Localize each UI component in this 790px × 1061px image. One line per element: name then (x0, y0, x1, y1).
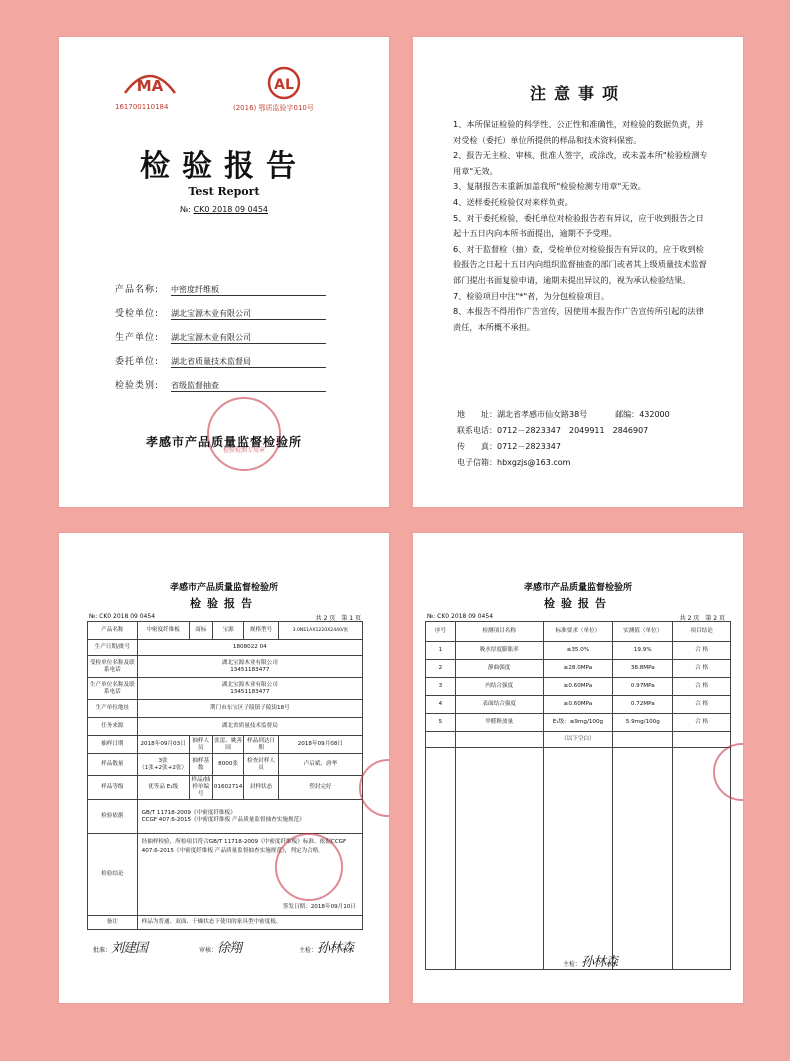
chief-signature-line (563, 951, 617, 970)
basis-line: GB/T 11718-2009《中密度纤维板》 (141, 809, 236, 816)
cell-label: 样品/抽样单编号 (189, 776, 212, 800)
cell-value: 张雷、姚善国 (212, 736, 243, 754)
approver-signature-line (93, 937, 147, 956)
cal-logo-text: AL (274, 77, 294, 93)
cell-value (137, 754, 189, 776)
approver-signature: 刘建国 (111, 941, 148, 956)
cell: 19.9% (613, 642, 673, 660)
notice-title: 注意事项 (529, 84, 626, 103)
chief-signature: 孙林森 (581, 955, 618, 970)
cell-label: 样品等级 (88, 776, 138, 800)
cell: ≥28.0MPa (543, 660, 613, 678)
cell: 1 (426, 642, 456, 660)
table-row (88, 640, 363, 656)
test-results-table (425, 621, 731, 970)
cell (673, 732, 731, 748)
inspected-phone: 13451183477 (230, 666, 270, 673)
cell-value: 卢启斌、唐华 (278, 754, 362, 776)
chief-label: 主检： (563, 961, 582, 968)
cell: 合 格 (673, 714, 731, 732)
cell-value: 中密度纤维板 (137, 622, 189, 640)
cell-value: 3.0NE1AX1220X2440/张 (278, 622, 362, 640)
table-row (88, 622, 363, 640)
field-inspection-type (115, 378, 326, 392)
cell-label: 产品名称 (88, 622, 138, 640)
contact-fax (457, 441, 561, 452)
cell: 4 (426, 696, 456, 714)
cell-label: 抽样日期 (88, 736, 138, 754)
table-row (88, 700, 363, 718)
chief-signature-line (299, 937, 353, 956)
field-value: 湖北省质量技术监督局 (171, 356, 326, 368)
cell-label: 样品到达日期 (244, 736, 278, 754)
cal-code: (2016) 鄂质监验字010号 (233, 104, 314, 112)
report-number-value: CK0 2018 09 0454 (193, 205, 268, 214)
table-row (88, 776, 363, 800)
cell-label: 商标 (189, 622, 212, 640)
cell: ≤35.0% (543, 642, 613, 660)
stamp-text: 检验检测专用章 (222, 447, 265, 454)
institution-name: 孝感市产品质量监督检验所 (523, 583, 632, 593)
table-row (88, 916, 363, 930)
cma-code: 161700110184 (115, 103, 169, 111)
fax-label: 传 真： (457, 442, 497, 451)
cell-value (137, 678, 362, 700)
cell: 内结合强度 (455, 678, 543, 696)
column-header: 标准要求（单位） (543, 622, 613, 642)
cell-value: 2018年09月08日 (278, 736, 362, 754)
cell: 2 (426, 660, 456, 678)
notice-item: 1、本所保证检验的科学性、公正性和准确性，对检验的数据负责，并对受检（委托）单位所提供的样品和技术资料保密。 (453, 119, 704, 145)
notice-item: 6、对于监督检（抽）查，受检单位对检验报告有异议的，应于收到检验报告之日起十五日内向组织监督抽查的部门或者其上级质量技术监督部门提出书面复验申请，逾期未提出异议的，视为承认检验结果。 (453, 243, 707, 285)
table-row (88, 800, 363, 834)
producer-phone: 13451183477 (230, 688, 270, 695)
institution-name: 孝感市产品质量监督检验所 (169, 583, 278, 593)
report-cover-page (59, 37, 389, 507)
chief-signature: 孙林森 (317, 941, 354, 956)
cell: 表面结合强度 (455, 696, 543, 714)
cell-label: 生产日期/批号 (88, 640, 138, 656)
official-stamp (275, 833, 343, 901)
contact-email (457, 457, 570, 468)
table-row (88, 754, 363, 776)
table-row (88, 736, 363, 754)
cell: 吸水厚度膨胀率 (455, 642, 543, 660)
report-detail-page (59, 533, 389, 1003)
test-results-page (413, 533, 743, 1003)
table-row (88, 718, 363, 736)
field-label: 产品名称: (115, 285, 160, 295)
cell-value: 8000张 (212, 754, 243, 776)
email-label: 电子信箱： (457, 458, 497, 467)
cell-value: 01602714 (212, 776, 243, 800)
notice-item: 4、送样委托检验仅对来样负责。 (453, 196, 573, 207)
blank-note: （以下空白） (543, 732, 613, 748)
cell: 静曲强度 (455, 660, 543, 678)
cell-value (137, 656, 362, 678)
cell-value: 2018年09月03日 (137, 736, 189, 754)
cell (613, 748, 673, 970)
table-row (426, 642, 731, 660)
email-value: hbxgzjs@163.com (497, 458, 571, 467)
notice-item: 5、对于委托检验，委托单位对检验报告若有异议，应于收到报告之日起十五日内向本所书面提出，逾期不予受理。 (453, 212, 704, 239)
report-number: №: CK0 2018 09 0454 (427, 613, 494, 620)
cell-label: 检查封样人员 (244, 754, 278, 776)
field-value: 省级监督抽查 (171, 380, 326, 392)
cell-value (137, 800, 362, 834)
cell-label: 检验依据 (88, 800, 138, 834)
cell-label: 生产单位地址 (88, 700, 138, 718)
notice-item: 7、检验项目中注"*"者，为分包检验项目。 (453, 290, 610, 301)
seam-stamp (359, 759, 389, 817)
cell-label: 样品数量 (88, 754, 138, 776)
cell: 合 格 (673, 696, 731, 714)
cell-value: 塑封完好 (278, 776, 362, 800)
cell (426, 748, 456, 970)
cell (426, 732, 456, 748)
fax-value: 0712－2823347 (497, 442, 561, 451)
table-row (426, 660, 731, 678)
contact-phone (457, 425, 648, 436)
table-row (88, 656, 363, 678)
contact-address (457, 409, 670, 420)
reviewer-label: 审核： (199, 947, 218, 954)
cell: ≥0.60MPa (543, 696, 613, 714)
cell-value: 1808022 04 (137, 640, 362, 656)
cal-logo (259, 65, 309, 101)
notice-list (453, 117, 711, 335)
table-row (426, 678, 731, 696)
field-value: 湖北宝源木业有限公司 (171, 332, 326, 344)
cell-label: 检验结论 (88, 834, 138, 916)
cell: 0.72MPa (613, 696, 673, 714)
notice-item: 8、本报告不得用作广告宣传，因使用本报告作广告宣传所引起的法律责任，本所概不承担。 (453, 306, 704, 332)
producer-unit: 湖北宝源木业有限公司 (221, 681, 278, 688)
report-number (59, 205, 389, 214)
table-row (426, 714, 731, 732)
cell-label: 规格型号 (244, 622, 278, 640)
postcode-label: 邮编： (615, 410, 640, 419)
field-value: 中密度纤维板 (171, 284, 326, 296)
phone-label: 联系电话： (457, 426, 497, 435)
cell: 5 (426, 714, 456, 732)
postcode-value: 432000 (639, 410, 670, 419)
approver-label: 批准： (93, 947, 112, 954)
cell (613, 732, 673, 748)
cell-value: 宝源 (212, 622, 243, 640)
cell: ≥0.60MPa (543, 678, 613, 696)
cell: 3 (426, 678, 456, 696)
sign-date: 签发日期：2018年09月10日 (282, 904, 356, 910)
table-row (426, 696, 731, 714)
table-row-blank (426, 748, 731, 970)
address-label: 地 址： (457, 410, 497, 419)
cell-label: 封样状态 (244, 776, 278, 800)
cell: 5.9mg/100g (613, 714, 673, 732)
field-product-name (115, 282, 326, 296)
cell-label: 抽样人员 (189, 736, 212, 754)
field-client (115, 354, 326, 368)
field-label: 检验类别: (115, 381, 160, 391)
reviewer-signature: 徐翔 (217, 941, 242, 956)
page-info: 共 2 页 第 2 页 (679, 615, 725, 622)
cell: 合 格 (673, 642, 731, 660)
report-number-label: №: (179, 205, 191, 214)
field-value: 湖北宝源木业有限公司 (171, 308, 326, 320)
sample-qty-detail: （1张+2张+2张） (139, 764, 188, 771)
report-title: 检验报告 (190, 597, 258, 610)
column-header: 序号 (426, 622, 456, 642)
field-producer (115, 330, 326, 344)
cell-label: 受检单位名称及联系电话 (88, 656, 138, 678)
field-label: 受检单位: (115, 309, 160, 319)
sample-qty: 3张 (158, 757, 168, 764)
notice-item: 3、复制报告未重新加盖我所"检验检测专用章"无效。 (453, 181, 646, 192)
report-number: №: CK0 2018 09 0454 (89, 613, 156, 620)
field-label: 委托单位: (115, 357, 160, 367)
report-title: 检验报告 (544, 597, 612, 610)
cell: E₁级：≤9mg/100g (543, 714, 613, 732)
table-row (88, 678, 363, 700)
cell: 0.97MPa (613, 678, 673, 696)
table-row (426, 732, 731, 748)
cell: 合 格 (673, 678, 731, 696)
inspected-unit: 湖北宝源木业有限公司 (221, 659, 278, 666)
cell-value: 荆门市东宝区子陵镇子陵街18号 (137, 700, 362, 718)
cell (543, 748, 613, 970)
field-label: 生产单位: (115, 333, 160, 343)
conclusion-text: 经抽样检验，所检项目符合GB/T 11718-2009《中密度纤维板》标准、依据CCGF 407.6-2015《中密度纤维板 产品质量监督抽查实施规范》，判定为合格。 (141, 839, 347, 854)
notice-item: 2、报告无主检、审核、批准人签字，或涂改，或未盖本所"检验检测专用章"无效。 (453, 150, 708, 176)
column-header: 检测项目名称 (455, 622, 543, 642)
cell-label: 备注 (88, 916, 138, 930)
notice-page (413, 37, 743, 507)
cell (455, 732, 543, 748)
cma-logo (119, 65, 181, 101)
cell: 甲醛释放量 (455, 714, 543, 732)
chief-label: 主检： (299, 947, 318, 954)
cell: 38.8MPa (613, 660, 673, 678)
cell (455, 748, 543, 970)
cell-label: 任务来源 (88, 718, 138, 736)
reviewer-signature-line (199, 937, 241, 956)
address-value: 湖北省孝感市仙女路38号 (497, 410, 588, 419)
table-header-row (426, 622, 731, 642)
institution-name: 孝感市产品质量监督检验所 (145, 435, 302, 449)
cell-value: 优等品 E₁级 (137, 776, 189, 800)
cell-value: 样品为普通、双面、干燥状态下使用的家具型中密度板。 (137, 916, 362, 930)
field-inspected-unit (115, 306, 326, 320)
report-title: 检验报告 (140, 149, 308, 184)
phone-value: 0712－2823347 2049911 2846907 (497, 426, 649, 435)
cell-value: 湖北省质量技术监督局 (137, 718, 362, 736)
cell-label: 生产单位名称及联系电话 (88, 678, 138, 700)
report-subtitle: Test Report (188, 185, 260, 198)
page-info: 共 2 页 第 1 页 (315, 615, 361, 622)
cma-logo-text: MA (136, 77, 164, 95)
column-header: 实测值（单位） (613, 622, 673, 642)
basis-line: CCGF 407.6-2015《中密度纤维板 产品质量监督抽查实施规范》 (141, 816, 305, 823)
column-header: 项目结论 (673, 622, 731, 642)
cell: 合 格 (673, 660, 731, 678)
cell-label: 抽样基数 (189, 754, 212, 776)
